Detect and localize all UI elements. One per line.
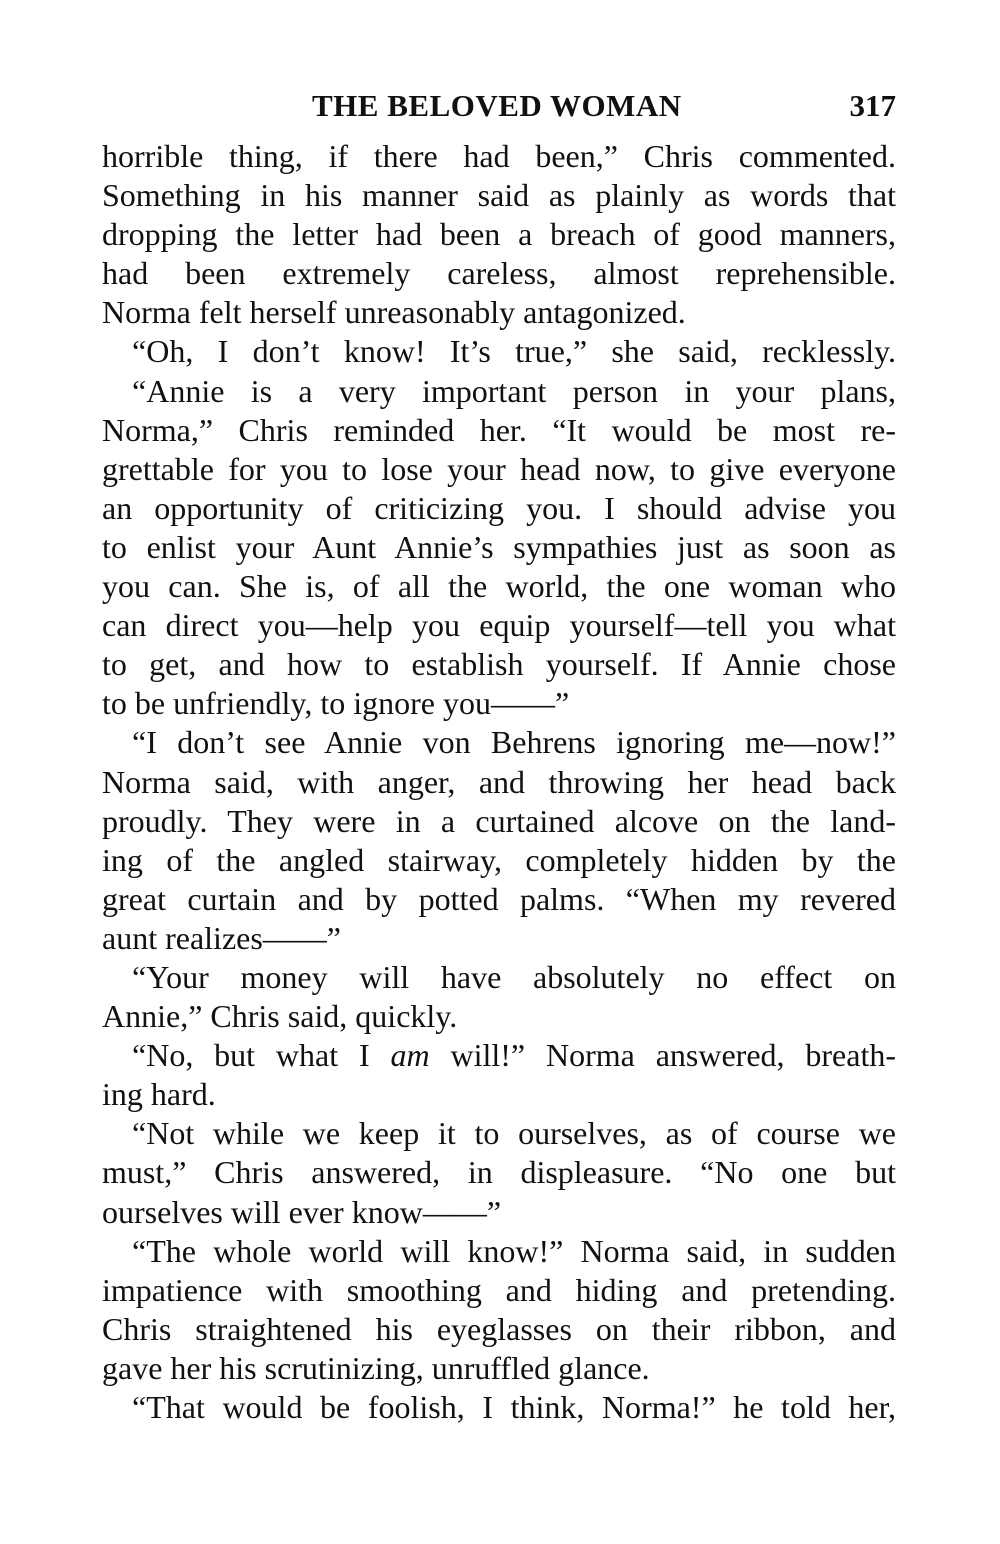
text-line [102,1193,896,1232]
text-line-content: Annie,” Chris said, quickly. [102,998,458,1035]
text-line [102,919,896,958]
text-line-content: “I don’t see Annie von Behrens ignoring me—now!” [132,724,896,761]
text-line-content: ourselves will ever know——” [102,1193,502,1230]
text-line-content: must,” Chris answered, in displeasure. “No one but [102,1154,896,1191]
text-line [102,1349,896,1388]
text-line [102,1036,896,1075]
text-line [102,645,896,684]
text-line-content: horrible thing, if there had been,” Chris commented. [102,138,896,174]
text-line [102,684,896,723]
text-line-content: you can. She is, of all the world, the one woman who [102,568,896,605]
text-line-content: “No, but what I [132,1037,391,1074]
text-line-content: “Oh, I don’t know! It’s true,” she said, recklessly. [132,333,896,370]
italic-word: am [390,1037,430,1074]
body-text [102,137,896,1427]
text-line-content: had been extremely careless, almost reprehensible. [102,255,896,292]
text-line [102,1271,896,1310]
text-line-content: ing hard. [102,1076,216,1113]
text-line-content: “Not while we keep it to ourselves, as of course we [132,1115,896,1152]
text-line-content: gave her his scrutinizing, unruffled glance. [102,1349,650,1386]
running-head [102,84,896,128]
text-line [102,1075,896,1114]
text-line-content: Norma said, with anger, and throwing her head back [102,763,896,800]
text-line-content: ing of the angled stairway, completely hidden by the [102,841,896,878]
text-line-content: Norma felt herself unreasonably antagonized. [102,294,686,331]
text-line [102,958,896,997]
text-line [102,567,896,606]
text-line [102,1388,896,1427]
text-line [102,137,896,176]
text-line-content: “Annie is a very important person in your plans, [132,372,896,409]
text-line [102,763,896,802]
text-line-content: Norma,” Chris reminded her. “It would be most re- [102,411,896,448]
text-line-continuation: will!” Norma answered, breath- [429,1037,896,1074]
text-line [102,880,896,919]
text-line [102,332,896,371]
text-line-content: Something in his manner said as plainly as words that [102,177,896,214]
text-line-content: to be unfriendly, to ignore you——” [102,685,570,722]
text-line [102,293,896,332]
text-line-content: “The whole world will know!” Norma said, in sudden [132,1232,896,1269]
text-line-content: to get, and how to establish yourself. If Annie chose [102,646,896,683]
text-line-content: aunt realizes——” [102,919,341,956]
text-line-content: can direct you—help you equip yourself—tell you what [102,607,896,644]
text-line [102,1114,896,1153]
text-line [102,1232,896,1271]
running-head-title: THE BELOVED WOMAN [312,88,682,123]
text-line-content: to enlist your Aunt Annie’s sympathies just as soon as [102,528,896,565]
text-line [102,254,896,293]
text-line-content: “That would be foolish, I think, Norma!” he told her, [132,1389,896,1425]
text-line-content: proudly. They were in a curtained alcove on the land- [102,802,896,839]
text-line-content: great curtain and by potted palms. “When my revered [102,880,896,917]
page-number: 317 [849,88,896,123]
text-line-content: impatience with smoothing and hiding and pretending. [102,1271,896,1308]
text-line-content: grettable for you to lose your head now, to give everyone [102,450,896,487]
text-line [102,1153,896,1192]
text-line [102,489,896,528]
text-line [102,997,896,1036]
text-line [102,450,896,489]
text-line [102,723,896,762]
text-line-content: “Your money will have absolutely no effect on [132,958,896,995]
text-line-content: an opportunity of criticizing you. I should advise you [102,489,896,526]
text-line [102,215,896,254]
text-line [102,802,896,841]
text-line-content: Chris straightened his eyeglasses on their ribbon, and [102,1310,896,1347]
text-line [102,372,896,411]
text-line [102,606,896,645]
text-line [102,176,896,215]
text-line [102,528,896,567]
text-line [102,1310,896,1349]
text-line [102,841,896,880]
text-line-content: dropping the letter had been a breach of good manners, [102,216,896,253]
text-line [102,411,896,450]
